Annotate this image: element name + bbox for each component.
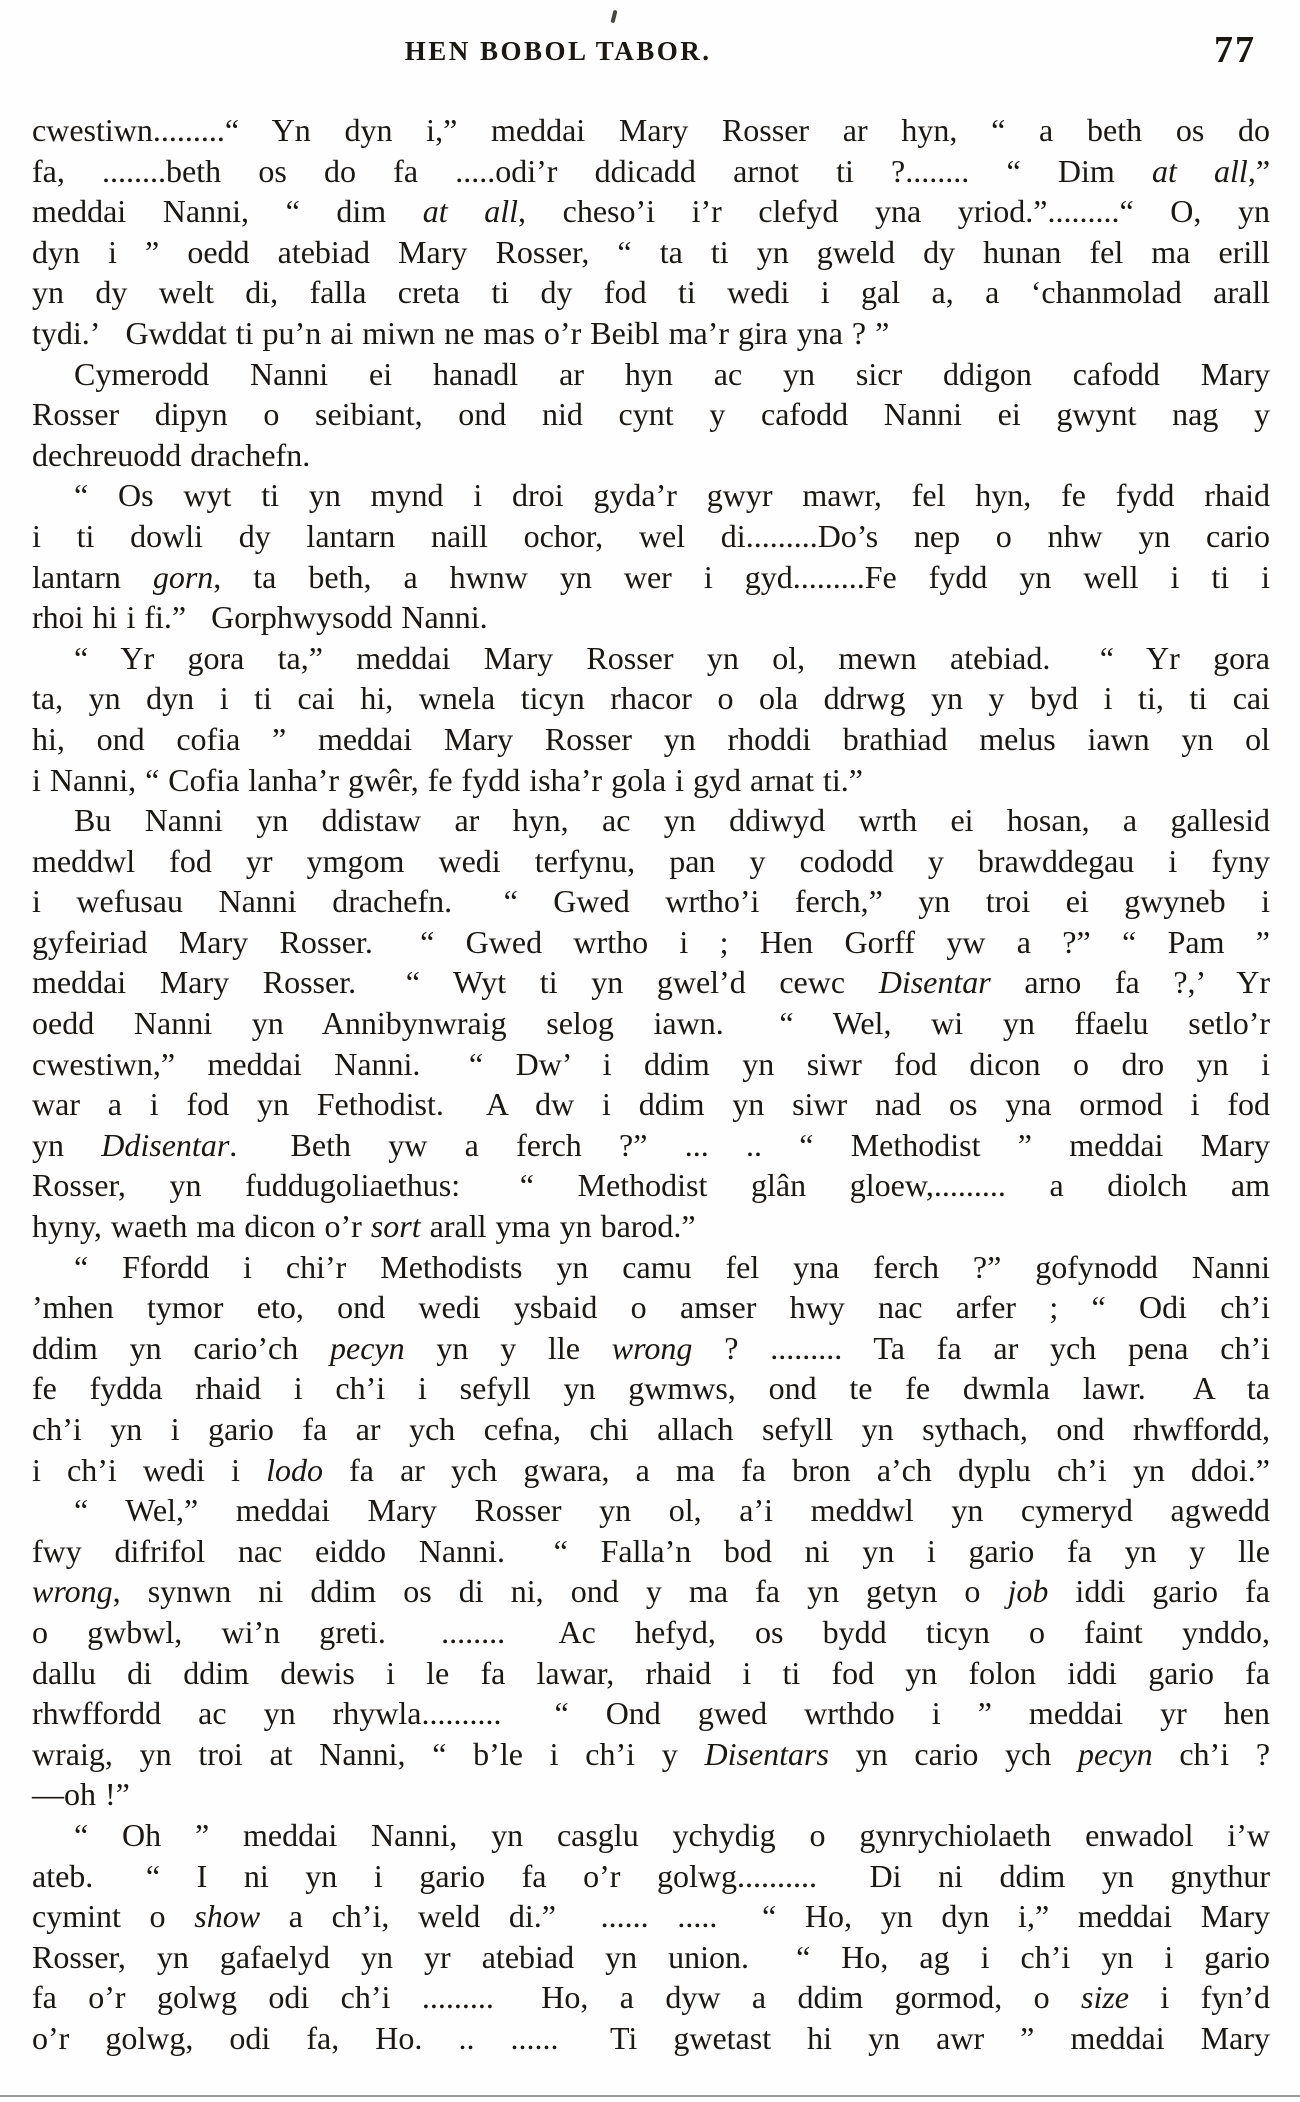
text-line: fa o’r golwg odi ch’i ......... Ho, a dyw a ddim gormod, o size i fyn’d: [32, 1979, 1271, 2016]
text-line: cymint o show a ch’i, weld di.” ...... ..... “ Ho, yn dyn i,” meddai Mary: [32, 1898, 1271, 1935]
text-line: fa, ........beth os do fa .....odi’r ddicadd arnot ti ?........ “ Dim at all,”: [32, 152, 1271, 189]
text-line: rhoi hi i fi.” Gorphwysodd Nanni.: [32, 599, 488, 636]
text-line: cwestiwn.........“ Yn dyn i,” meddai Mary Rosser ar hyn, “ a beth os do: [32, 112, 1270, 148]
paragraph: [32, 354, 1270, 476]
text-line: “ Wel,” meddai Mary Rosser yn ol, a’i meddwl yn cymeryd agwedd: [74, 1492, 1270, 1529]
text-line: ta, yn dyn i ti cai hi, wnela ticyn rhacor o ola ddrwg yn y byd i ti, ti cai: [32, 680, 1270, 717]
text-line: Rosser dipyn o seibiant, ond nid cynt y cafodd Nanni ei gwynt nag y: [32, 396, 1270, 433]
paragraph: [32, 1247, 1270, 1491]
text-line: yn dy welt di, falla creta ti dy fod ti wedi i gal a, a ‘chanmolad arall: [32, 274, 1270, 311]
text-line: hi, ond cofia ” meddai Mary Rosser yn rhoddi brathiad melus iawn yn ol: [32, 720, 1270, 757]
paragraph: [32, 475, 1270, 637]
text-column: [32, 110, 1270, 2059]
text-line: Cymerodd Nanni ei hanadl ar hyn ac yn sicr ddigon cafodd Mary: [74, 355, 1270, 392]
text-line: o gwbwl, wi’n greti. ........ Ac hefyd, os bydd ticyn o faint ynddo,: [32, 1613, 1270, 1650]
text-line: dallu di ddim dewis i le fa lawar, rhaid i ti fod yn folon iddi gario fa: [32, 1654, 1270, 1691]
text-line: fe fydda rhaid i ch’i i sefyll yn gwmws, ond te fe dwmla lawr. A ta: [32, 1370, 1270, 1407]
text-line: Bu Nanni yn ddistaw ar hyn, ac yn ddiwyd wrth ei hosan, a gallesid: [74, 802, 1270, 839]
text-line: i ch’i wedi i lodo fa ar ych gwara, a ma fa bron a’ch dyplu ch’i yn ddoi.”: [32, 1451, 1271, 1488]
text-line: ddim yn cario’ch pecyn yn y lle wrong ? ......... Ta fa ar ych pena ch’i: [32, 1329, 1271, 1366]
text-line: “ Yr gora ta,” meddai Mary Rosser yn ol, mewn atebiad. “ Yr gora: [74, 639, 1270, 676]
text-line: “ Oh ” meddai Nanni, yn casglu ychydig o gynrychiolaeth enwadol i’w: [74, 1816, 1270, 1853]
text-line: rhwffordd ac yn rhywla.......... “ Ond gwed wrthdo i ” meddai yr hen: [32, 1695, 1270, 1732]
text-line: tydi.’ Gwddat ti pu’n ai miwn ne mas o’r Beibl ma’r gira yna ? ”: [32, 314, 890, 351]
text-line: meddai Nanni, “ dim at all, cheso’i i’r clefyd yna yriod.”.........“ O, yn: [32, 193, 1270, 230]
text-line: i Nanni, “ Cofia lanha’r gwêr, fe fydd isha’r gola i gyd arnat ti.”: [32, 761, 863, 798]
paragraph: [32, 1490, 1270, 1815]
text-line: meddai Mary Rosser. “ Wyt ti yn gwel’d cewc Disentar arno fa ?,’ Yr: [32, 964, 1271, 1001]
text-line: yn Ddisentar. Beth yw a ferch ?” ... .. “ Methodist ” meddai Mary: [32, 1126, 1271, 1163]
paragraph: [32, 800, 1270, 1247]
text-line: “ Os wyt ti yn mynd i droi gyda’r gwyr mawr, fel hyn, fe fydd rhaid: [74, 477, 1270, 514]
text-line: oedd Nanni yn Annibynwraig selog iawn. “ Wel, wi yn ffaelu setlo’r: [32, 1005, 1270, 1042]
text-line: ateb. “ I ni yn i gario fa o’r golwg.......... Di ni ddim yn gnythur: [32, 1857, 1270, 1894]
text-line: dyn i ” oedd atebiad Mary Rosser, “ ta ti yn gweld dy hunan fel ma erill: [32, 233, 1270, 270]
paragraph: [32, 638, 1270, 800]
text-line: Rosser, yn gafaelyd yn yr atebiad yn union. “ Ho, ag i ch’i yn i gario: [32, 1938, 1270, 1975]
text-line: hyny, waeth ma dicon o’r sort arall yma yn barod.”: [32, 1208, 696, 1245]
text-line: gyfeiriad Mary Rosser. “ Gwed wrtho i ; Hen Gorff yw a ?” “ Pam ”: [32, 923, 1270, 960]
text-line: i ti dowli dy lantarn naill ochor, wel di.........Do’s nep o nhw yn cario: [32, 517, 1270, 554]
page-header: [32, 29, 1270, 80]
text-line: cwestiwn,” meddai Nanni. “ Dw’ i ddim yn siwr fod dicon o dro yn i: [32, 1045, 1270, 1082]
page-bottom-rule: [0, 2095, 1300, 2097]
text-line: dechreuodd drachefn.: [32, 436, 311, 473]
text-line: meddwl fod yr ymgom wedi terfynu, pan y cododd y brawddegau i fyny: [32, 842, 1270, 879]
text-line: war a i fod yn Fethodist. A dw i ddim yn siwr nad os yna ormod i fod: [32, 1086, 1270, 1123]
text-line: wrong, synwn ni ddim os di ni, ond y ma fa yn getyn o job iddi gario fa: [32, 1573, 1270, 1610]
ink-speck: [610, 10, 617, 24]
running-title: HEN BOBOL TABOR.: [404, 36, 712, 66]
text-line: “ Ffordd i chi’r Methodists yn camu fel yna ferch ?” gofynodd Nanni: [74, 1248, 1270, 1285]
paragraph: [32, 110, 1270, 354]
text-line: o’r golwg, odi fa, Ho. .. ...... Ti gwetast hi yn awr ” meddai Mary: [32, 2019, 1270, 2056]
text-line: Rosser, yn fuddugoliaethus: “ Methodist glân gloew,......... a diolch am: [32, 1167, 1270, 1204]
text-line: —oh !”: [32, 1776, 130, 1813]
text-line: ’mhen tymor eto, ond wedi ysbaid o amser hwy nac arfer ; “ Odi ch’i: [32, 1289, 1270, 1326]
text-line: ch’i yn i gario fa ar ych cefna, chi allach sefyll yn sythach, ond rhwffordd,: [32, 1411, 1270, 1447]
text-line: fwy difrifol nac eiddo Nanni. “ Falla’n bod ni yn i gario fa yn y lle: [32, 1532, 1270, 1569]
text-line: lantarn gorn, ta beth, a hwnw yn wer i gyd.........Fe fydd yn well i ti i: [32, 558, 1271, 595]
paragraph: [32, 1815, 1270, 2059]
text-line: wraig, yn troi at Nanni, “ b’le i ch’i y Disentars yn cario ych pecyn ch’i ?: [32, 1735, 1271, 1772]
page-number: 77: [1214, 29, 1256, 71]
text-line: i wefusau Nanni drachefn. “ Gwed wrtho’i ferch,” yn troi ei gwyneb i: [32, 883, 1270, 920]
